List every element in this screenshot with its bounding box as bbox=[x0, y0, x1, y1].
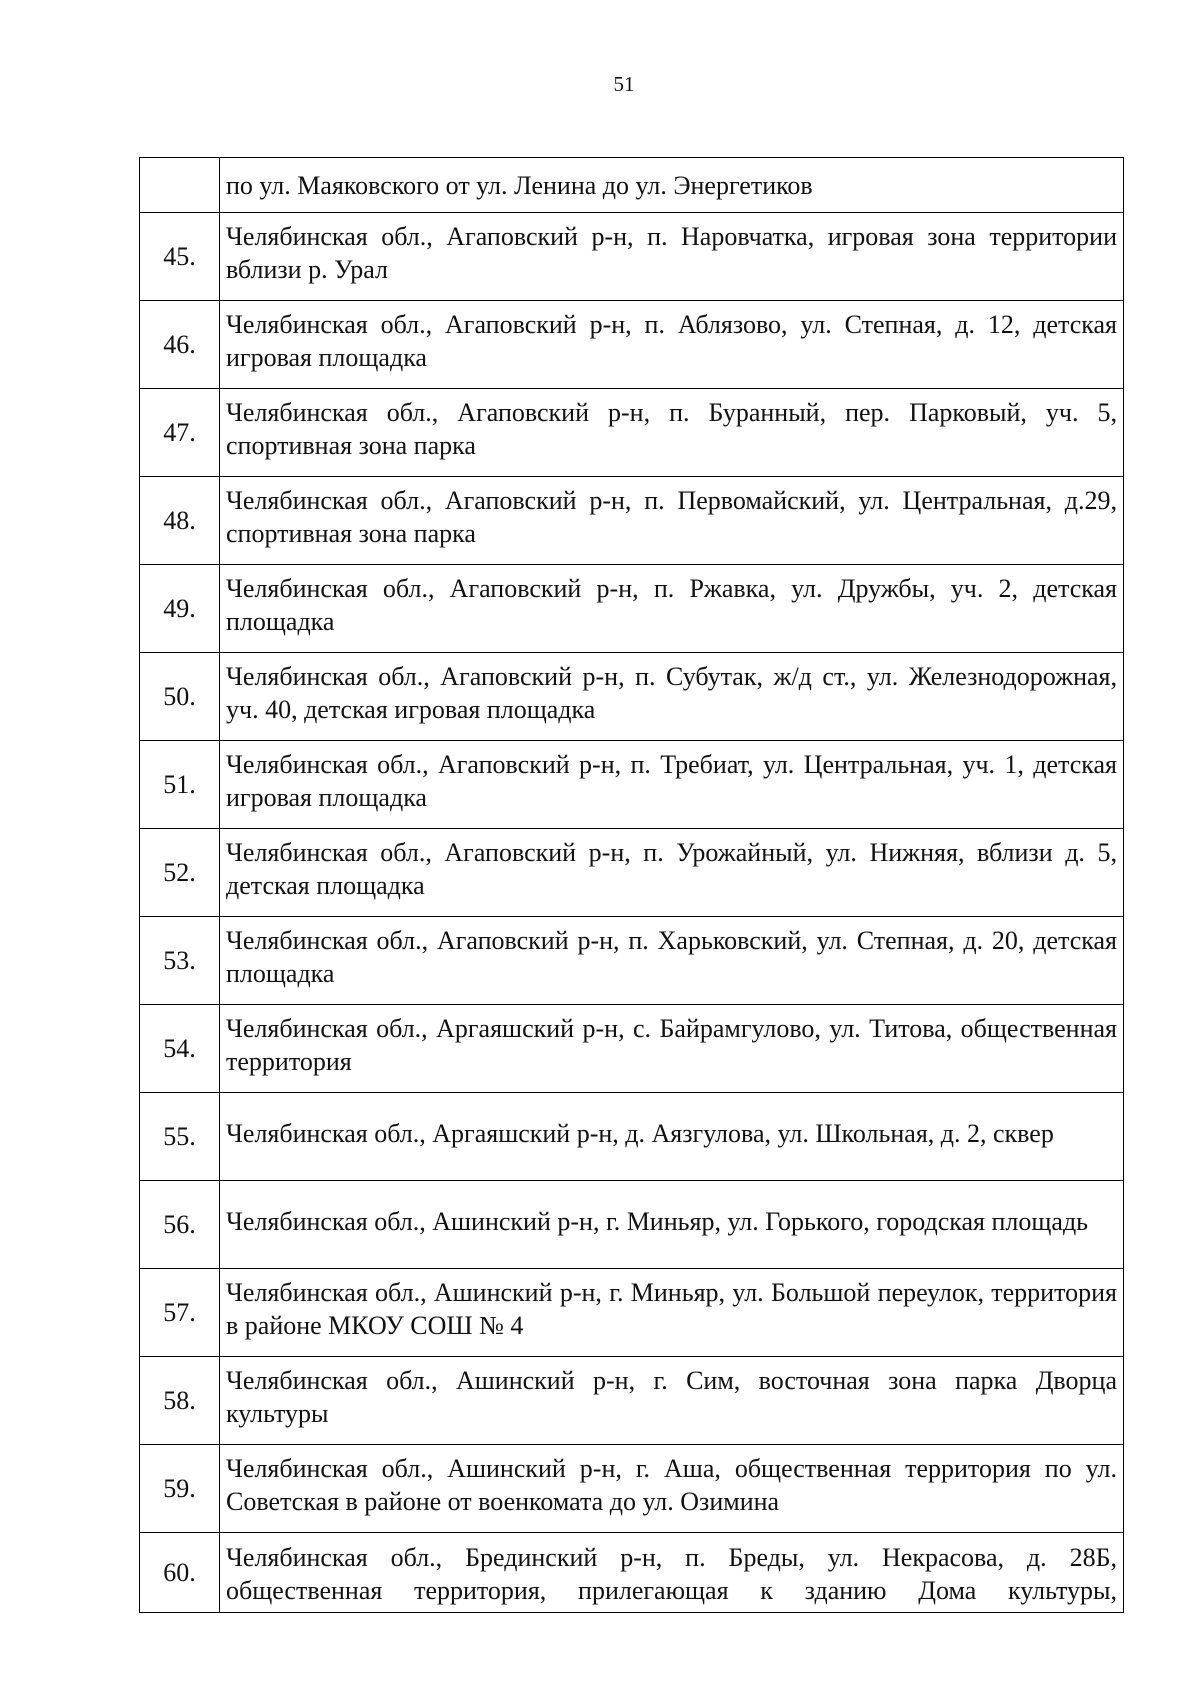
table-row bbox=[140, 213, 1124, 301]
table-row bbox=[140, 1357, 1124, 1445]
table-row bbox=[140, 1181, 1124, 1269]
table-row bbox=[140, 1533, 1124, 1613]
row-number: 58. bbox=[140, 1357, 220, 1445]
row-number: 57. bbox=[140, 1269, 220, 1357]
row-description: Челябинская обл., Брединский р-н, п. Бреды, ул. Некрасова, д. 28Б, общественная территория, прилегающая к зданию Дома культуры, bbox=[220, 1533, 1124, 1613]
row-number: 60. bbox=[140, 1533, 220, 1613]
row-description: Челябинская обл., Ашинский р-н, г. Аша, общественная территория по ул. Советская в районе от военкомата до ул. Озимина bbox=[220, 1445, 1124, 1533]
row-number: 52. bbox=[140, 829, 220, 917]
row-number: 56. bbox=[140, 1181, 220, 1269]
row-number: 48. bbox=[140, 477, 220, 565]
row-description: Челябинская обл., Аргаяшский р-н, д. Аязгулова, ул. Школьная, д. 2, сквер bbox=[220, 1093, 1124, 1181]
row-description: Челябинская обл., Агаповский р-н, п. Субутак, ж/д ст., ул. Железнодорожная, уч. 40, детская игровая площадка bbox=[220, 653, 1124, 741]
row-number: 46. bbox=[140, 301, 220, 389]
table-row bbox=[140, 301, 1124, 389]
row-number: 50. bbox=[140, 653, 220, 741]
row-number: 53. bbox=[140, 917, 220, 1005]
table-row-continued bbox=[140, 158, 1124, 213]
row-description: Челябинская обл., Агаповский р-н, п. Аблязово, ул. Степная, д. 12, детская игровая площадка bbox=[220, 301, 1124, 389]
row-description: Челябинская обл., Аргаяшский р-н, с. Байрамгулово, ул. Титова, общественная территория bbox=[220, 1005, 1124, 1093]
row-number: 59. bbox=[140, 1445, 220, 1533]
table-row bbox=[140, 565, 1124, 653]
page-number: 51 bbox=[613, 72, 635, 96]
row-description: Челябинская обл., Агаповский р-н, п. Харьковский, ул. Степная, д. 20, детская площадка bbox=[220, 917, 1124, 1005]
row-number: 45. bbox=[140, 213, 220, 301]
row-number: 54. bbox=[140, 1005, 220, 1093]
row-number: 51. bbox=[140, 741, 220, 829]
row-description: по ул. Маяковского от ул. Ленина до ул. Энергетиков bbox=[220, 158, 1124, 213]
row-description: Челябинская обл., Ашинский р-н, г. Миньяр, ул. Большой переулок, территория в районе МКОУ СОШ № 4 bbox=[220, 1269, 1124, 1357]
table-row bbox=[140, 1005, 1124, 1093]
table-row bbox=[140, 741, 1124, 829]
row-number: 47. bbox=[140, 389, 220, 477]
row-description: Челябинская обл., Агаповский р-н, п. Первомайский, ул. Центральная, д.29, спортивная зона парка bbox=[220, 477, 1124, 565]
row-description: Челябинская обл., Агаповский р-н, п. Буранный, пер. Парковый, уч. 5, спортивная зона парка bbox=[220, 389, 1124, 477]
row-description: Челябинская обл., Ашинский р-н, г. Миньяр, ул. Горького, городская площадь bbox=[220, 1181, 1124, 1269]
row-description: Челябинская обл., Агаповский р-н, п. Ржавка, ул. Дружбы, уч. 2, детская площадка bbox=[220, 565, 1124, 653]
row-description: Челябинская обл., Агаповский р-н, п. Требиат, ул. Центральная, уч. 1, детская игровая площадка bbox=[220, 741, 1124, 829]
territory-table bbox=[139, 157, 1124, 1613]
row-number: 49. bbox=[140, 565, 220, 653]
table-row bbox=[140, 1269, 1124, 1357]
table-row bbox=[140, 917, 1124, 1005]
table-row bbox=[140, 477, 1124, 565]
row-description: Челябинская обл., Агаповский р-н, п. Урожайный, ул. Нижняя, вблизи д. 5, детская площадка bbox=[220, 829, 1124, 917]
row-number-cell bbox=[140, 158, 220, 213]
row-description: Челябинская обл., Ашинский р-н, г. Сим, восточная зона парка Дворца культуры bbox=[220, 1357, 1124, 1445]
table-row bbox=[140, 389, 1124, 477]
table-row bbox=[140, 1445, 1124, 1533]
table-row bbox=[140, 829, 1124, 917]
row-number: 55. bbox=[140, 1093, 220, 1181]
row-description: Челябинская обл., Агаповский р-н, п. Наровчатка, игровая зона территории вблизи р. Урал bbox=[220, 213, 1124, 301]
table-row bbox=[140, 653, 1124, 741]
table-row bbox=[140, 1093, 1124, 1181]
